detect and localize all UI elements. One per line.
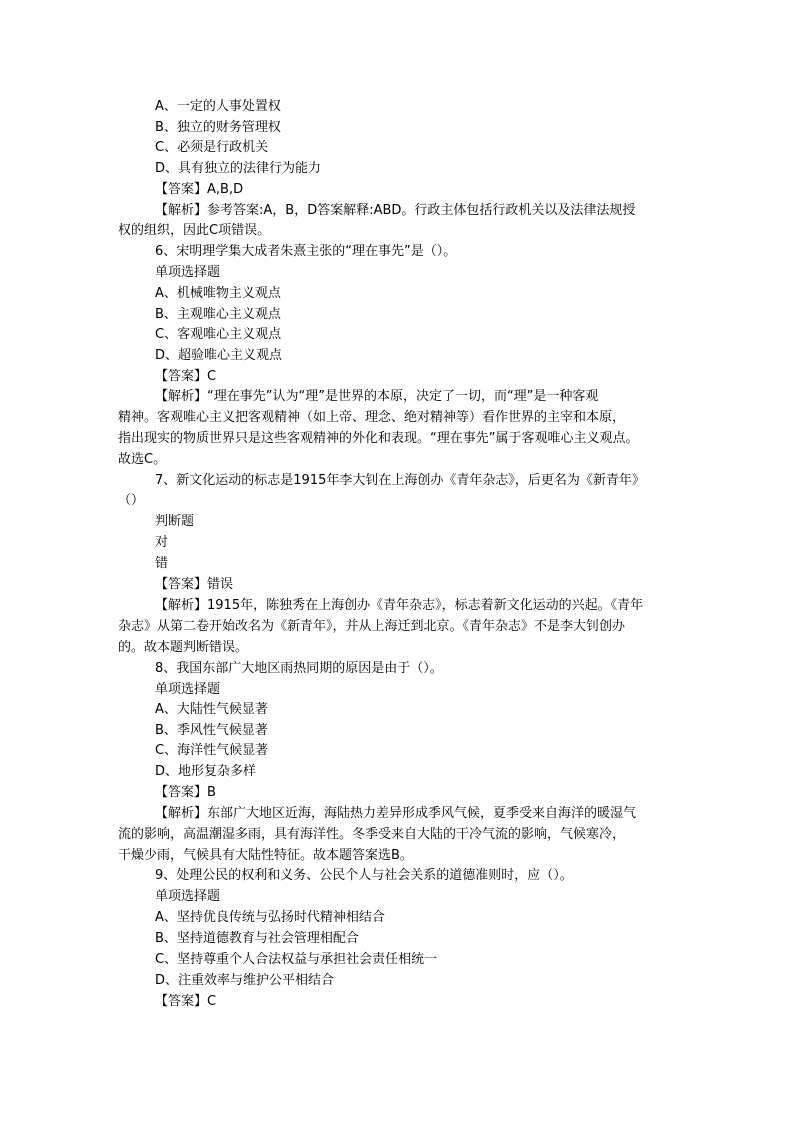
q9-option-d: D、注重效率与维护公平相结合 [155,973,335,988]
q8-type: 单项选择题 [155,682,221,697]
q8-answer: 【答案】B [155,785,216,800]
q5-option-a: A、一定的人事处置权 [155,99,281,114]
q8-option-b: B、季风性气候显著 [155,723,268,738]
q6-option-c: C、客观唯心主义观点 [155,327,282,342]
q9-answer: 【答案】C [155,994,217,1009]
q7-answer: 【答案】错误 [155,577,234,592]
q6-analysis-line-4: 故选C。 [118,452,167,467]
q5-option-c: C、必须是行政机关 [155,140,269,155]
q8-option-d: D、地形复杂多样 [155,764,257,779]
q7-option-false: 错 [155,556,169,571]
q8-analysis-line-3: 干燥少雨，气候具有大陆性特征。故本题答案选B。 [118,848,413,863]
q7-option-true: 对 [155,535,169,550]
q5-option-d: D、具有独立的法律行为能力 [155,161,322,176]
q5-analysis-line-2: 权的组织，因此C项错误。 [118,223,271,238]
q9-option-a: A、坚持优良传统与弘扬时代精神相结合 [155,910,385,925]
q6-option-b: B、主观唯心主义观点 [155,307,281,322]
q9-option-c: C、坚持尊重个人合法权益与承担社会责任相统一 [155,952,438,967]
q8-analysis-line-1: 【解析】东部广大地区近海，海陆热力差异形成季风气候，夏季受来自海洋的暖湿气 [155,806,637,821]
q7-analysis-line-3: 的。故本题判断错误。 [118,640,249,655]
q6-option-a: A、机械唯物主义观点 [155,286,281,301]
q5-option-b: B、独立的财务管理权 [155,120,281,135]
q8-analysis-line-2: 流的影响，高温潮湿多雨，具有海洋性。冬季受来自大陆的干冷气流的影响，气候寒冷， [118,827,626,842]
q6-analysis-line-3: 指出现实的物质世界只是这些客观精神的外化和表现。“理在事先”属于客观唯心主义观点。 [118,431,639,446]
q7-analysis-line-1: 【解析】1915年，陈独秀在上海创办《青年杂志》，标志着新文化运动的兴起。《青年 [155,598,644,613]
q8-option-a: A、大陆性气候显著 [155,702,268,717]
q6-type: 单项选择题 [155,265,221,280]
q7-analysis-line-2: 杂志》从第二卷开始改名为《新青年》，并从上海迁到北京。《青年杂志》不是李大钊创办 [118,619,626,634]
q9-type: 单项选择题 [155,889,221,904]
q6-option-d: D、超验唯心主义观点 [155,348,283,363]
q5-analysis-line-1: 【解析】参考答案:A，B，D答案解释:ABD。行政主体包括行政机关以及法律法规授 [155,203,636,218]
q7-question-line-2: （） [118,493,145,508]
q6-question: 6、宋明理学集大成者朱熹主张的“理在事先”是（）。 [155,244,457,259]
q7-question-line-1: 7、新文化运动的标志是1915年李大钊在上海创办《青年杂志》，后更名为《新青年》 [155,473,645,488]
q9-question: 9、处理公民的权利和义务、公民个人与社会关系的道德准则时，应（）。 [155,868,573,883]
q9-option-b: B、坚持道德教育与社会管理相配合 [155,931,359,946]
q6-analysis-line-1: 【解析】“理在事先”认为“理”是世界的本原，决定了一切，而“理”是一种客观 [155,389,599,404]
q8-question: 8、我国东部广大地区雨热同期的原因是由于（）。 [155,661,443,676]
q6-analysis-line-2: 精神。客观唯心主义把客观精神（如上帝、理念、绝对精神等）看作世界的主宰和本原， [118,410,626,425]
q7-type: 判断题 [155,514,195,529]
q5-answer: 【答案】A,B,D [155,182,244,197]
q8-option-c: C、海洋性气候显著 [155,743,269,758]
q6-answer: 【答案】C [155,369,217,384]
